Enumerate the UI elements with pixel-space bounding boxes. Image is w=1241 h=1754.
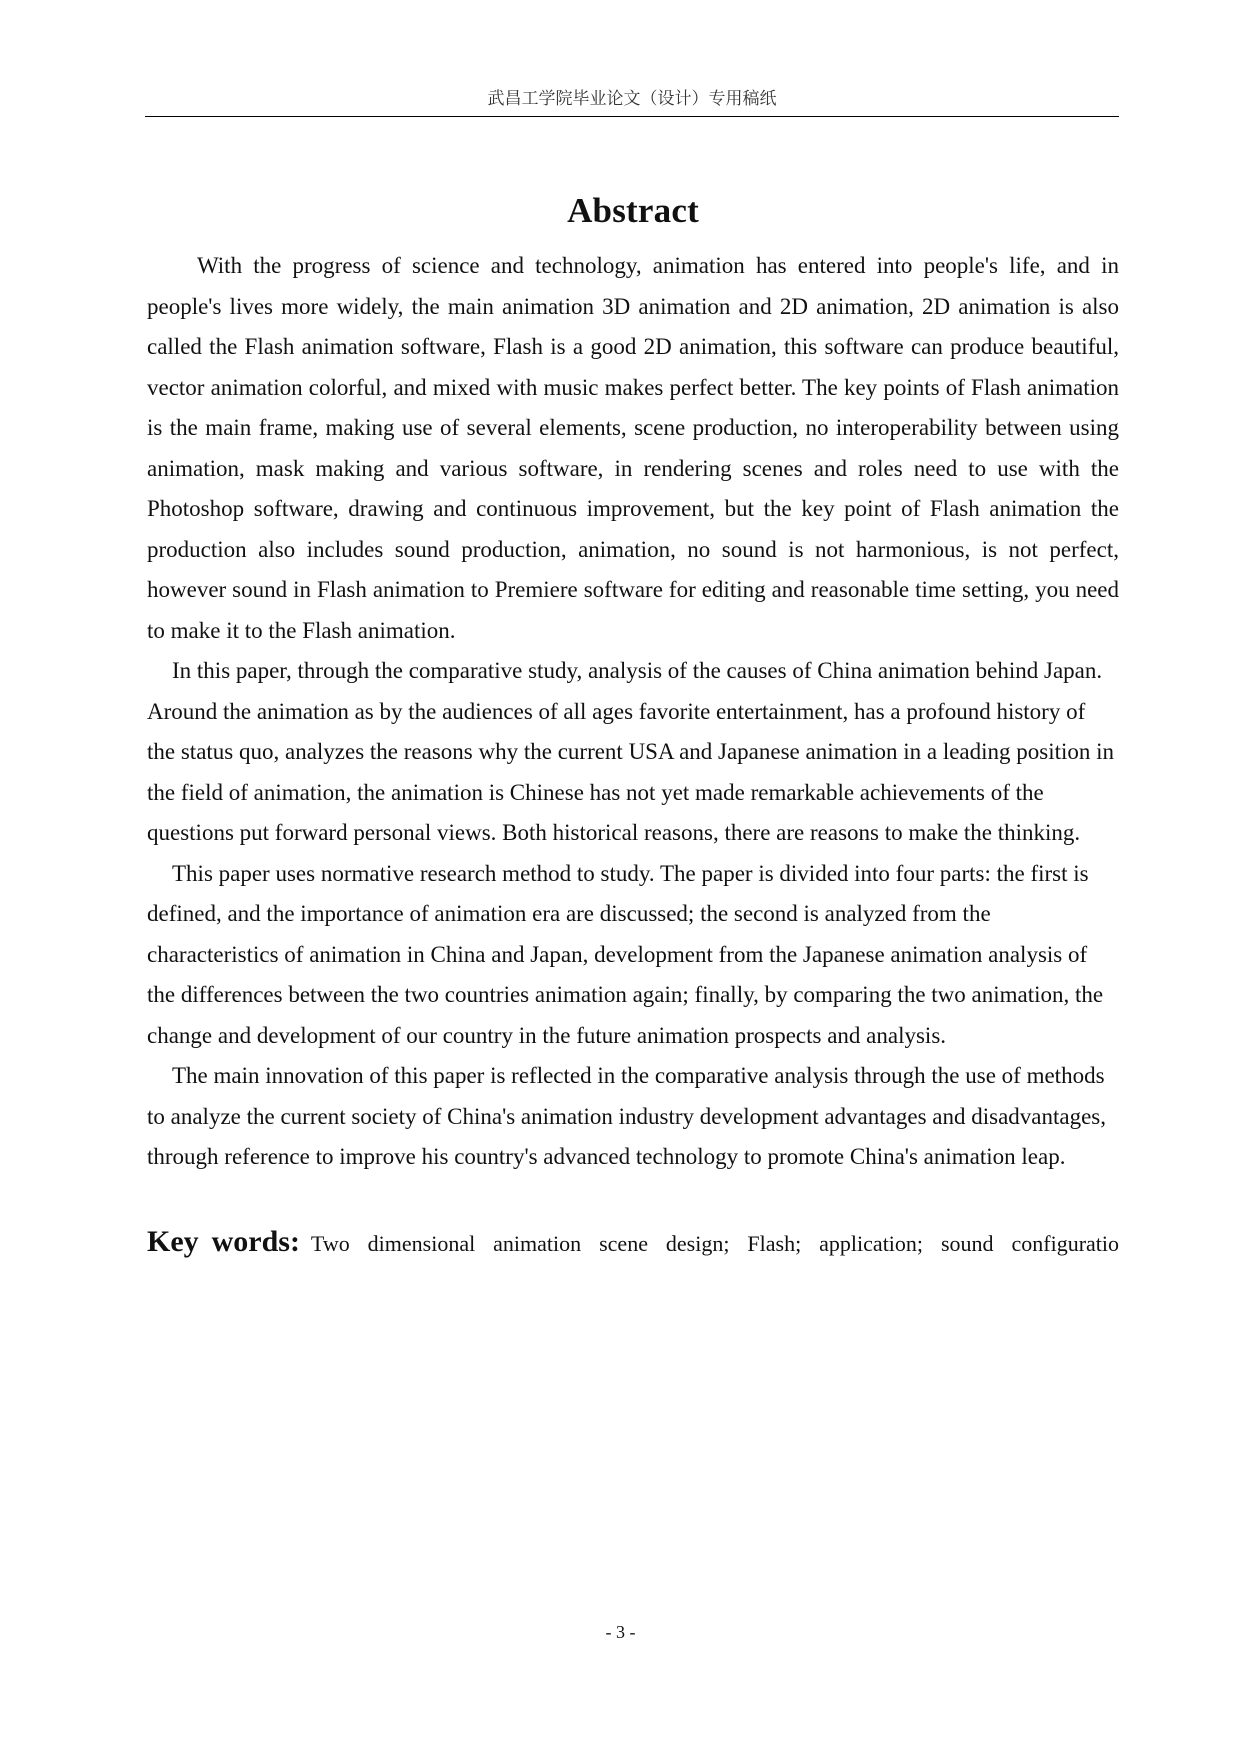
abstract-section <box>147 186 1119 1264</box>
page-header <box>145 86 1119 117</box>
header-text: 武昌工学院毕业论文（设计）专用稿纸 <box>487 89 777 109</box>
abstract-paragraph-2: In this paper, through the comparative study, analysis of the causes of China animation behind Japan. Around the animation as by the audiences of all ages favorite entertainment, has a profound history of the status quo, analyzes the reasons why the current USA and Japanese animation in a leading position in the field of animation, the animation is Chinese has not yet made remarkable achievements of the questions put forward personal views. Both historical reasons, there are reasons to make the thinking. <box>147 658 1115 845</box>
abstract-paragraph-1: With the progress of science and technology, animation has entered into people's life, and in people's lives more widely, the main animation 3D animation and 2D animation, 2D animation is also called the Flash animation software, Flash is a good 2D animation, this software can produce beautiful, vector animation colorful, and mixed with music makes perfect better. The key points of Flash animation is the main frame, making use of several elements, scene production, no interoperability between using animation, mask making and various software, in rendering scenes and roles need to use with the Photoshop software, drawing and continuous improvement, but the key point of Flash animation the production also includes sound production, animation, no sound is not harmonious, is not perfect, however sound in Flash animation to Premiere software for editing and reasonable time setting, you need to make it to the Flash animation. <box>147 253 1119 643</box>
keywords-text: Two dimensional animation scene design; Flash; application; sound configuratio <box>310 1230 1119 1256</box>
abstract-paragraph-3: This paper uses normative research method to study. The paper is divided into four parts: the first is defined, and the importance of animation era are discussed; the second is analyzed from the characteristics of animation in China and Japan, development from the Japanese animation analysis of the differences between the two countries animation again; finally, by comparing the two animation, the change and development of our country in the future animation prospects and analysis. <box>147 860 1104 1048</box>
abstract-title: Abstract <box>567 191 699 230</box>
keywords-label: Key words: <box>147 1224 300 1258</box>
page-number: - 3 - <box>605 1622 636 1642</box>
keywords-line <box>147 1222 1119 1264</box>
abstract-paragraph-4: The main innovation of this paper is reflected in the comparative analysis through the use of methods to analyze the current society of China's animation industry development advantages and disadvantages, through reference to improve his country's advanced technology to promote China's animation leap. <box>147 1063 1106 1169</box>
